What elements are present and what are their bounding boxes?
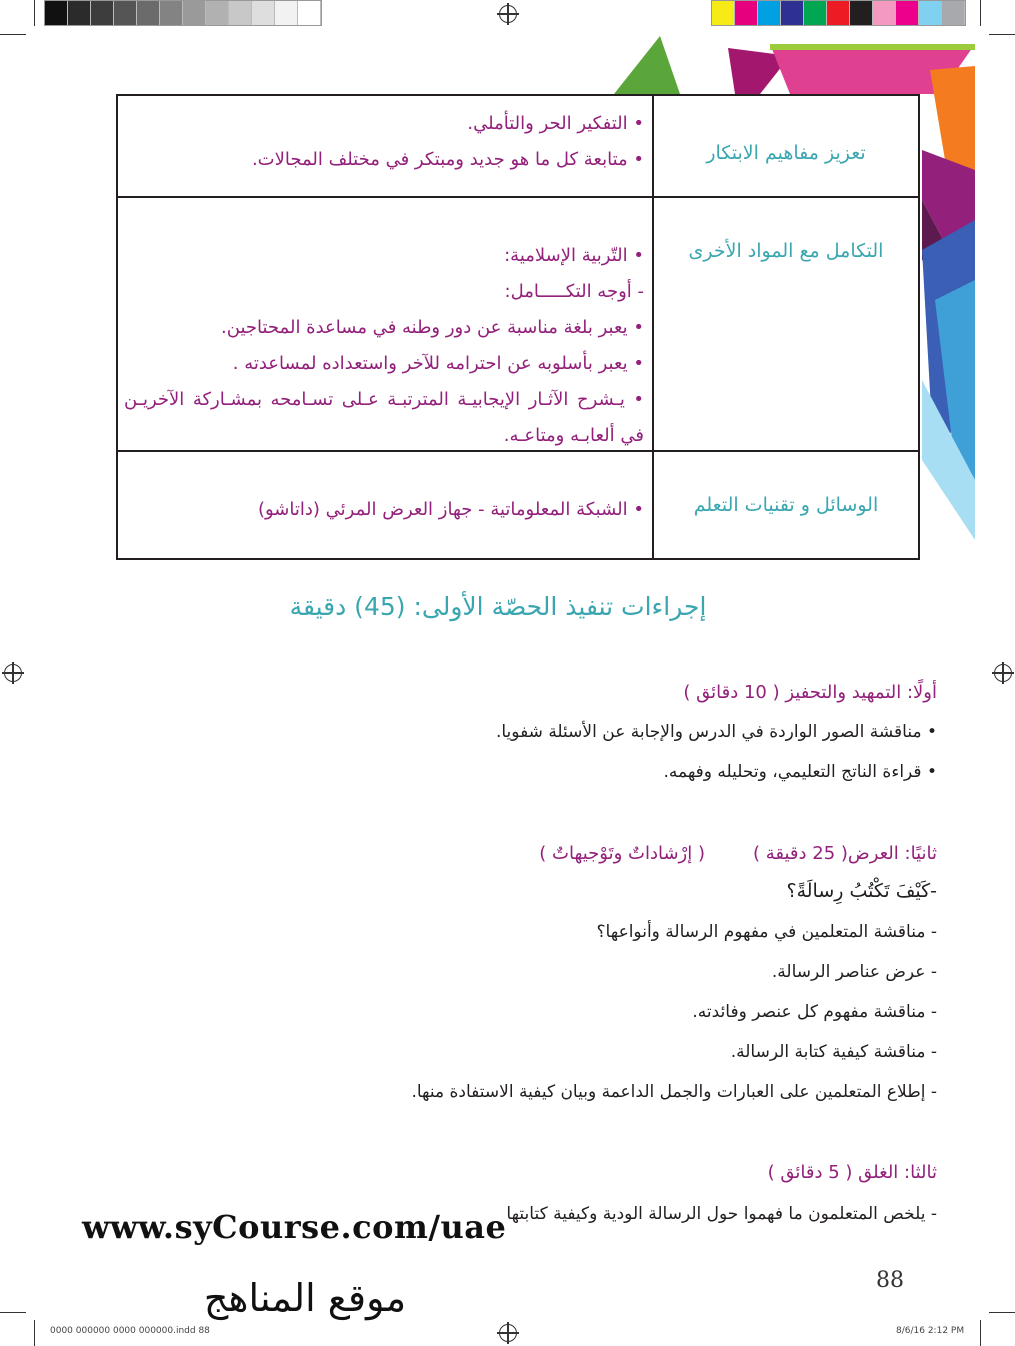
list-item: - مناقشة المتعلمين في مفهوم الرسالة وأنواعها؟ [596, 922, 937, 942]
part2-title-extra: ( إرْشاداتٌ وتَوْجيهاتٌ ) [539, 843, 705, 864]
table-row [118, 96, 918, 198]
table-row-content [118, 96, 652, 196]
watermark-site: موقع المناهج [203, 1276, 407, 1320]
deco-green-triangle [614, 36, 680, 94]
table-row [118, 198, 918, 452]
list-item: • مناقشة الصور الواردة في الدرس والإجابة عن الأسئلة شفويا. [495, 722, 937, 742]
crop-mark [34, 1320, 35, 1346]
list-item: - مناقشة مفهوم كل عنصر وفائدته. [692, 1002, 937, 1022]
list-item: - إطلاع المتعلمين على العبارات والجمل الداعمة وبيان كيفية الاستفادة منها. [411, 1082, 937, 1102]
part2-title: ثانيًا: العرض( 25 دقيقة ) [753, 843, 937, 864]
table-row-content [118, 198, 652, 450]
list-item: - أوجه التكـــــامل: [504, 281, 644, 302]
registration-mark-left [4, 664, 22, 682]
list-item: - عرض عناصر الرسالة. [771, 962, 937, 982]
crop-mark [0, 1312, 26, 1313]
list-item: • يعبر بأسلوبه عن احترامه للآخر واستعداده لمساعدته . [232, 353, 644, 374]
registration-mark-bottom [499, 1324, 517, 1342]
crop-mark [989, 1312, 1015, 1313]
table-row-label: تعزيز مفاهيم الابتكار [652, 96, 918, 196]
list-item: • يـشرح الآثـار الإيجابيـة المترتبـة عـلى تسـامحه بمشـاركة الآخريـن في ألعابـه ومتاعـه. [124, 389, 644, 446]
list-item: - يلخص المتعلمون ما فهموا حول الرسالة الودية وكيفية كتابتها [506, 1204, 937, 1224]
lesson-info-table [116, 94, 920, 560]
watermark-url[interactable]: www.syCourse.com/uae [82, 1208, 507, 1246]
list-item: • التفكير الحر والتأملي. [467, 113, 644, 134]
table-row [118, 452, 918, 558]
list-item: • التّربية الإسلامية: [504, 245, 644, 266]
list-item: - مناقشة كيفية كتابة الرسالة. [730, 1042, 937, 1062]
registration-mark-right [994, 664, 1012, 682]
part1-title: أولًا: التمهيد والتحفيز ( 10 دقائق ) [683, 682, 937, 703]
footer-file-info: 0000 000000 0000 000000.indd 88 [50, 1326, 210, 1336]
section-title: إجراءات تنفيذ الحصّة الأولى: (45) دقيقة [289, 592, 707, 621]
part3-title: ثالثا: الغلق ( 5 دقائق ) [767, 1162, 937, 1183]
table-row-content [118, 452, 652, 558]
list-item: • قراءة الناتج التعليمي، وتحليله وفهمه. [663, 762, 937, 782]
page-number: 88 [876, 1268, 904, 1293]
footer-date: 8/6/16 2:12 PM [896, 1326, 965, 1336]
deco-lime-bar [770, 44, 975, 50]
deco-orange-shape [930, 66, 975, 170]
list-item: • الشبكة المعلوماتية - جهاز العرض المرئي (داتاشو) [257, 499, 644, 520]
table-row-label: التكامل مع المواد الأخرى [652, 198, 918, 450]
crop-mark [980, 1320, 981, 1346]
list-item: • متابعة كل ما هو جديد ومبتكر في مختلف المجالات. [251, 149, 644, 170]
list-item: • يعبر بلغة مناسبة عن دور وطنه في مساعدة المحتاجين. [221, 317, 644, 338]
list-item: -كَيْفَ تَكْتُبُ رِسالَةً؟ [786, 880, 937, 902]
table-row-label: الوسائل و تقنيات التعلم [652, 452, 918, 558]
